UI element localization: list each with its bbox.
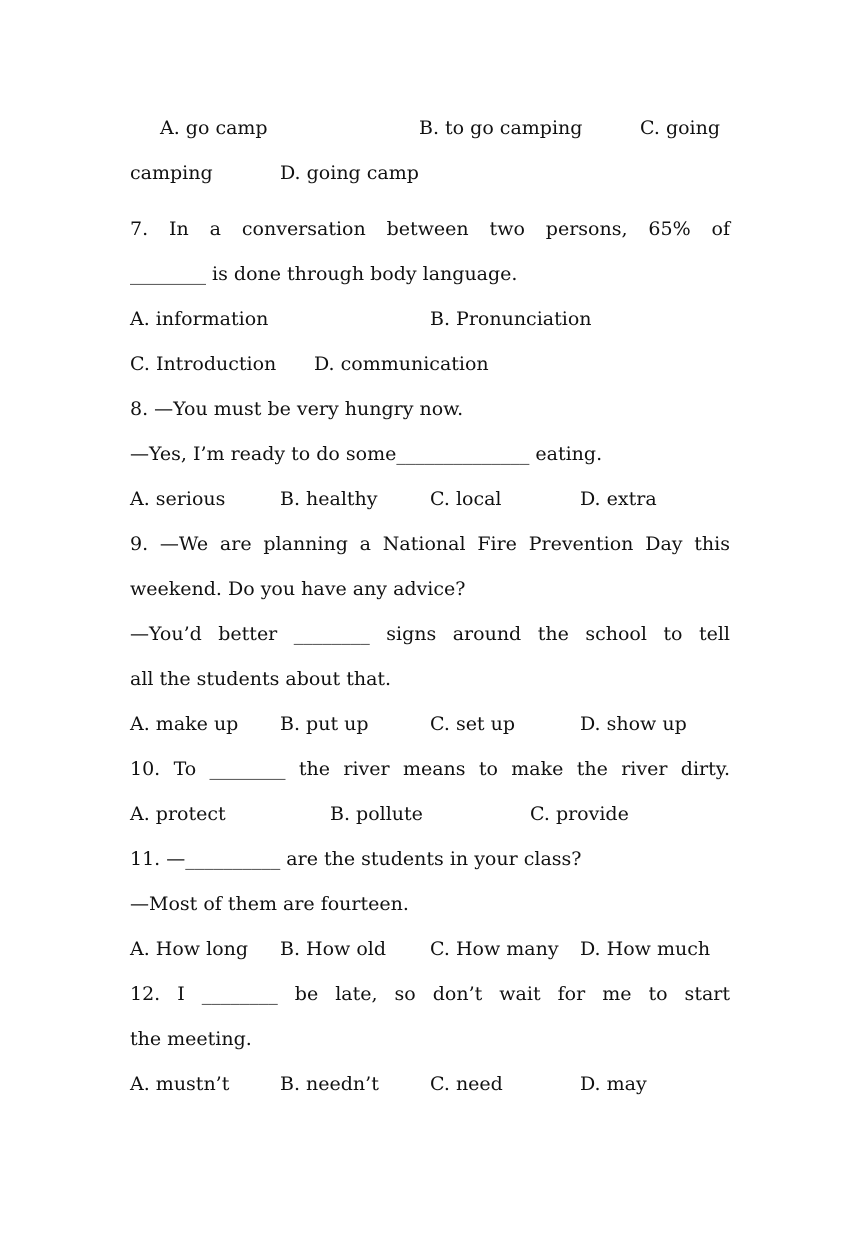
q12-option-a: A. mustn’t <box>130 1073 230 1095</box>
q7-options-line2 <box>130 349 730 379</box>
q7-option-d: D. communication <box>314 353 489 375</box>
q9-option-a: A. make up <box>130 713 239 735</box>
q8-option-d: D. extra <box>580 488 657 510</box>
q11-option-d: D. How much <box>580 938 711 960</box>
q10-option-b: B. pollute <box>330 803 423 825</box>
q7-option-b: B. Pronunciation <box>430 308 592 330</box>
q9-stem-line2 <box>130 574 730 604</box>
q8-stem-text2: —Yes, I’m ready to do some______________ eating. <box>130 443 603 465</box>
q9-stem-text2: weekend. Do you have any advice? <box>130 578 466 600</box>
q12-option-c: C. need <box>430 1073 503 1095</box>
q8-stem-text1: 8. —You must be very hungry now. <box>130 398 464 420</box>
q12-option-b: B. needn’t <box>280 1073 379 1095</box>
q12-stem-text2: the meeting. <box>130 1028 252 1050</box>
q11-stem-line1 <box>130 844 730 874</box>
q6-options-line1 <box>130 113 730 143</box>
q6-option-c-continued: camping <box>130 162 213 184</box>
q8-stem-line1 <box>130 394 730 424</box>
q6-option-b: B. to go camping <box>419 117 583 139</box>
q10-option-c: C. provide <box>530 803 629 825</box>
q11-option-c: C. How many <box>430 938 559 960</box>
q6-option-d: D. going camp <box>280 162 419 184</box>
q11-options-line <box>130 934 730 964</box>
q8-option-b: B. healthy <box>280 488 378 510</box>
q9-stem-text4: all the students about that. <box>130 668 392 690</box>
q9-options-line <box>130 709 730 739</box>
q9-stem-line3: —You’d better ________ signs around the school to tell <box>130 623 730 645</box>
q8-option-a: A. serious <box>130 488 226 510</box>
q11-stem-line2 <box>130 889 730 919</box>
q10-stem-line1: 10. To ________ the river means to make the river dirty. <box>130 758 730 780</box>
q6-option-a: A. go camp <box>160 117 268 139</box>
q12-stem-line1: 12. I ________ be late, so don’t wait for me to start <box>130 983 730 1005</box>
q7-options-line1 <box>130 304 730 334</box>
q12-stem-line2 <box>130 1024 730 1054</box>
q7-stem-text: ________ is done through body language. <box>130 263 518 285</box>
q9-option-b: B. put up <box>280 713 369 735</box>
q11-stem-text2: —Most of them are fourteen. <box>130 893 409 915</box>
q6-options-line2 <box>130 158 730 188</box>
q11-option-a: A. How long <box>130 938 249 960</box>
q8-options-line <box>130 484 730 514</box>
q10-option-a: A. protect <box>130 803 226 825</box>
q9-option-d: D. show up <box>580 713 687 735</box>
q9-option-c: C. set up <box>430 713 516 735</box>
q8-stem-line2 <box>130 439 730 469</box>
q7-option-a: A. information <box>130 308 269 330</box>
q6-option-c: C. going <box>640 117 721 139</box>
q8-option-c: C. local <box>430 488 502 510</box>
q11-option-b: B. How old <box>280 938 387 960</box>
q12-options-line <box>130 1069 730 1099</box>
q10-options-line <box>130 799 730 829</box>
q7-stem-line2 <box>130 259 730 289</box>
q9-stem-line4 <box>130 664 730 694</box>
q7-stem-line1: 7. In a conversation between two persons, 65% of <box>130 218 730 240</box>
q12-option-d: D. may <box>580 1073 647 1095</box>
q9-stem-line1: 9. —We are planning a National Fire Prevention Day this <box>130 533 730 555</box>
q7-option-c: C. Introduction <box>130 353 277 375</box>
q11-stem-text1: 11. —__________ are the students in your class? <box>130 848 582 870</box>
